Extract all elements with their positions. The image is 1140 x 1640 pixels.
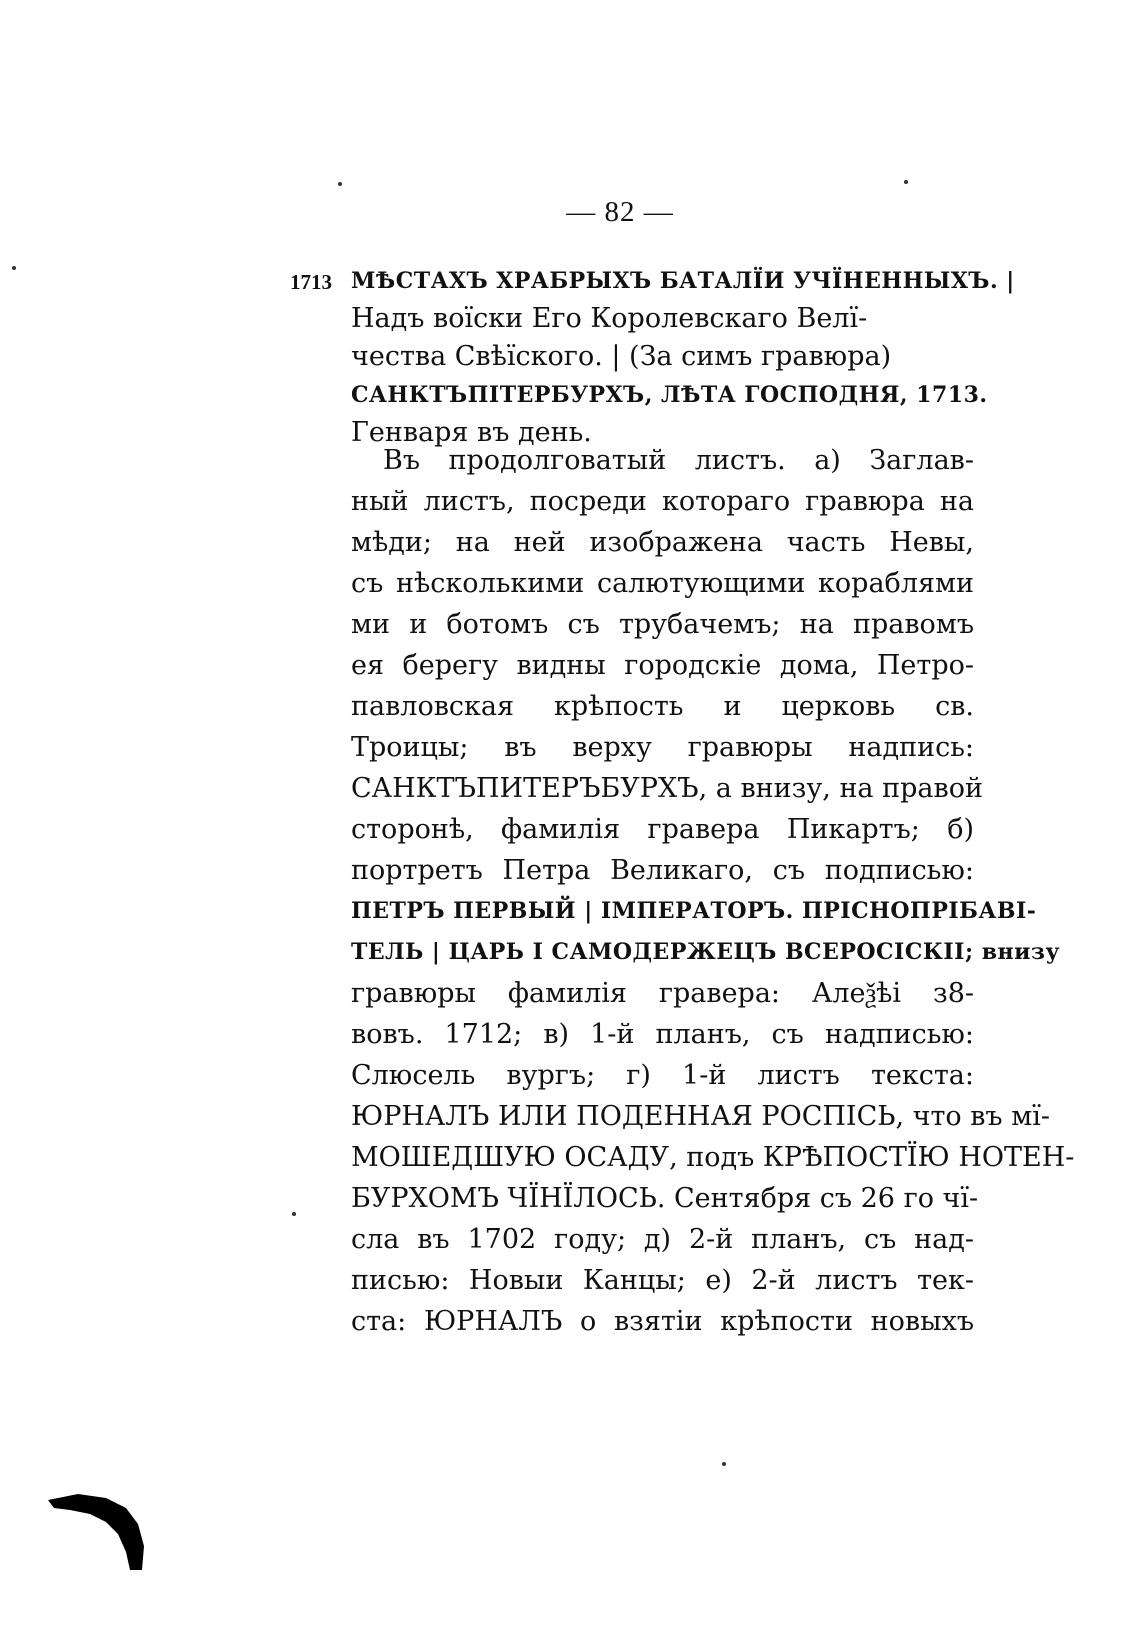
body-line: МОШЕДШУЮ ОСАДУ, подъ КРѢПОСТЇЮ НОТЕН- — [351, 1142, 1075, 1173]
body-line: Троицы; въ верху гравюры надпись: — [351, 732, 974, 763]
body-line: ста: ЮРНАЛЪ о взятіи крѣпости новыхъ — [351, 1306, 974, 1337]
scan-speck — [338, 182, 342, 186]
scan-speck — [12, 266, 16, 270]
body-line: гравюры фамилія гравера: Алеѯѣі з8- — [351, 978, 974, 1009]
body-line: вовъ. 1712; в) 1-й планъ, съ надписью: — [351, 1019, 974, 1050]
scan-speck — [292, 1212, 296, 1216]
body-line: мѣди; на ней изображена часть Невы, — [351, 527, 974, 558]
body-line: съ нѣсколькими салютующими кораблями — [351, 568, 974, 599]
margin-year: 1713 — [290, 270, 332, 294]
body-line: САНКТЪПИТЕРЪБУРХЪ, а внизу, на правой — [351, 773, 983, 804]
body-paragraph — [351, 440, 1075, 1342]
body-line: Слюсель вургъ; г) 1-й листъ текста: — [351, 1060, 974, 1091]
body-line: ПЕТРЪ ПЕРВЫЙ | ІМПЕРАТОРЪ. ПРІСНОПРІБАВІ- — [351, 898, 1037, 924]
page-number: — 82 — — [566, 196, 674, 228]
body-line: ея берегу видны городскіе дома, Петро- — [351, 650, 974, 681]
body-line: Въ продолговатый листъ. а) Заглав- — [383, 445, 974, 476]
scan-speck — [904, 180, 908, 184]
body-line: ЮРНАЛЪ ИЛИ ПОДЕННАЯ РОСПІСЬ, что въ мї- — [351, 1101, 1050, 1132]
body-line: сторонѣ, фамилія гравера Пикартъ; б) — [351, 814, 974, 845]
title-line: Генваря въ день. — [351, 417, 592, 448]
title-block — [351, 262, 1015, 452]
title-line: САНКТЪПІТЕРБУРХЪ, ЛѢТА ГОСПОДНЯ, 1713. — [351, 382, 988, 408]
title-line: чества Свѣїского. | (За симъ гравюра) — [351, 341, 892, 372]
body-line: ный листъ, посреди котораго гравюра на — [351, 486, 974, 517]
title-line: Надъ воїски Его Королевскаго Велї- — [351, 303, 868, 334]
body-line: портретъ Петра Великаго, съ подписью: — [351, 855, 974, 886]
body-line: ТЕЛЬ | ЦАРЬ І САМОДЕРЖЕЦЪ ВСЕРОСІСКІІ; внизу — [351, 939, 1061, 965]
ink-blot-mark — [48, 1494, 148, 1572]
body-line: павловская крѣпость и церковь св. — [351, 691, 974, 722]
body-line: писью: Новыи Канцы; е) 2-й листъ тек- — [351, 1265, 974, 1296]
body-line: ми и ботомъ съ трубачемъ; на правомъ — [351, 609, 974, 640]
title-line: МѢСТАХЪ ХРАБРЫХЪ БАТАЛЇИ УЧЇНЕННЫХЪ. | — [351, 268, 1015, 294]
body-line: БУРХОМЪ ЧЇНЇЛОСЬ. Сентября съ 26 го чї- — [351, 1183, 979, 1214]
body-line: сла въ 1702 году; д) 2-й планъ, съ над- — [351, 1224, 974, 1255]
scan-speck — [722, 1462, 726, 1466]
